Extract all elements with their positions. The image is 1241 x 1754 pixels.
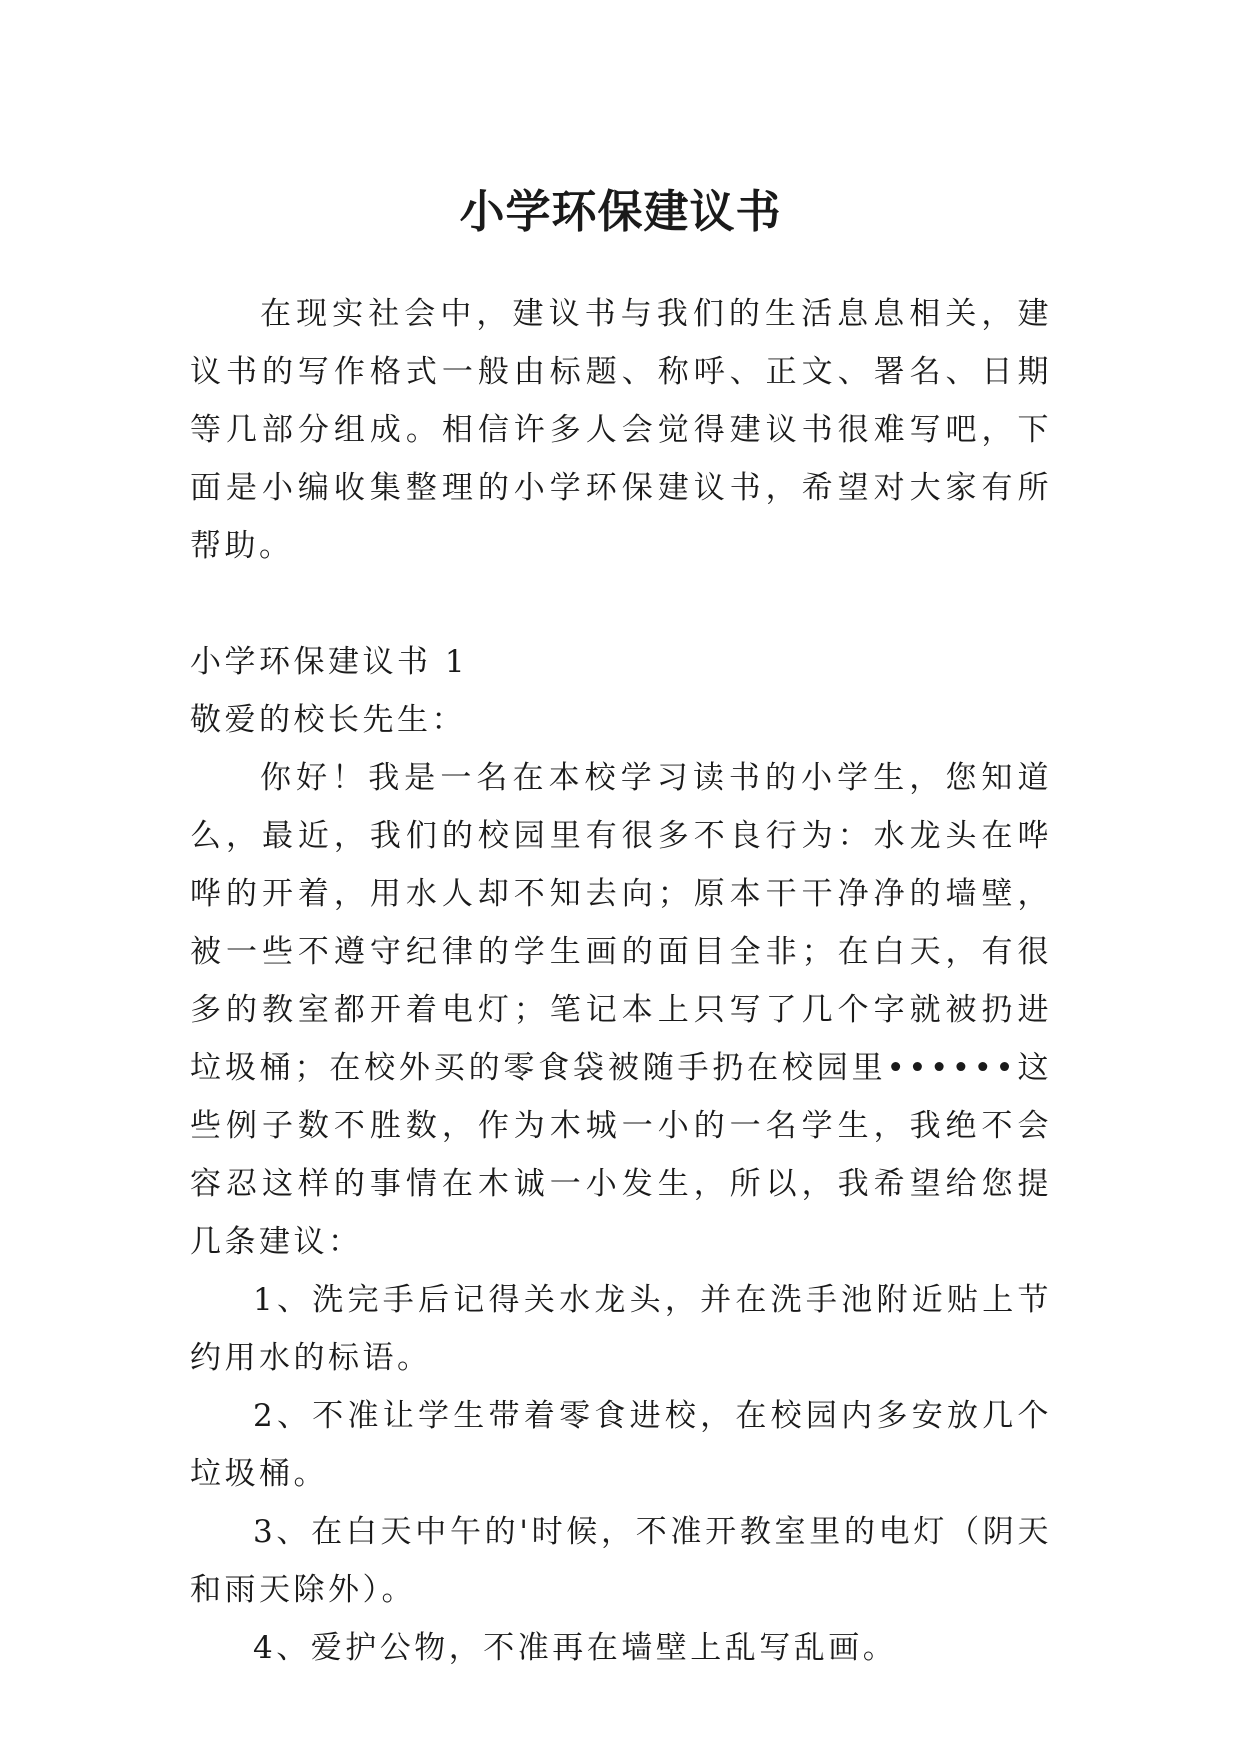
document-content bbox=[190, 285, 1052, 1677]
suggestion-item: 3、在白天中午的'时候，不准开教室里的电灯（阴天和雨天除外）。 bbox=[190, 1514, 1052, 1608]
suggestion-item: 1、洗完手后记得关水龙头，并在洗手池附近贴上节约用水的标语。 bbox=[190, 1282, 1052, 1376]
intro-paragraph: 在现实社会中，建议书与我们的生活息息相关，建议书的写作格式一般由标题、称呼、正文、署名、日期等几部分组成。相信许多人会觉得建议书很难写吧，下面是小编收集整理的小学环保建议书，希望对大家有所帮助。 bbox=[190, 296, 1052, 564]
body-paragraph: 你好！我是一名在本校学习读书的小学生，您知道么，最近，我们的校园里有很多不良行为：水龙头在哗哗的开着，用水人却不知去向；原本干干净净的墙壁，被一些不遵守纪律的学生画的面目全非；在白天，有很多的教室都开着电灯；笔记本上只写了几个字就被扔进垃圾桶；在校外买的零食袋被随手扔在校园里••••••这些例子数不胜数，作为木城一小的一名学生，我绝不会容忍这样的事情在木诚一小发生，所以，我希望给您提几条建议： bbox=[190, 760, 1052, 1260]
salutation: 敬爱的校长先生： bbox=[190, 702, 466, 738]
suggestion-item: 4、爱护公物，不准再在墙壁上乱写乱画。 bbox=[253, 1630, 898, 1666]
document-title: 小学环保建议书 bbox=[459, 185, 782, 239]
section-heading: 小学环保建议书 1 bbox=[190, 644, 469, 680]
suggestion-item: 2、不准让学生带着零食进校，在校园内多安放几个垃圾桶。 bbox=[190, 1398, 1052, 1492]
